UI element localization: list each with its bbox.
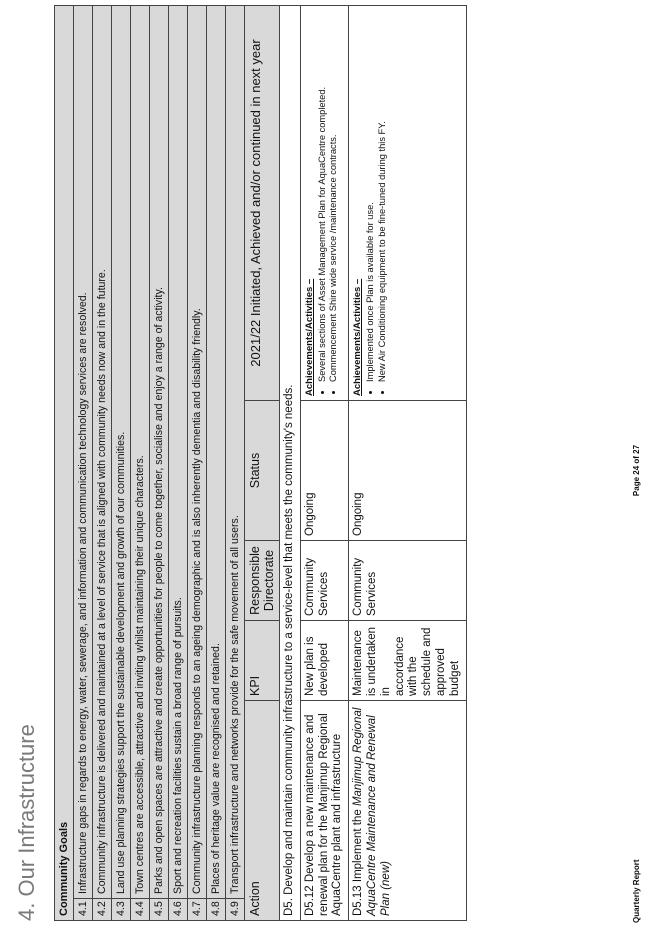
goals-header: Community Goals xyxy=(55,6,74,921)
goal-number: 4.8 xyxy=(207,899,226,921)
goal-number: 4.2 xyxy=(93,899,112,921)
status-cell: Ongoing xyxy=(300,401,348,541)
goal-row xyxy=(207,6,226,921)
goal-number: 4.7 xyxy=(188,899,207,921)
goal-number: 4.9 xyxy=(226,899,245,921)
kpi-cell: New plan is developed xyxy=(300,621,348,701)
goal-text: Town centres are accessible, attractive and inviting whilst maintaining their unique characters. xyxy=(131,6,150,899)
goal-row xyxy=(131,6,150,921)
achievements-title: Achievements/Activities – xyxy=(352,278,364,396)
goal-row xyxy=(226,6,245,921)
notes-cell xyxy=(349,6,466,401)
col-header-kpi: KPI xyxy=(245,621,280,701)
goal-row xyxy=(188,6,207,921)
goal-row xyxy=(74,6,93,921)
achievements-title: Achievements/Activities – xyxy=(303,278,315,396)
table-row xyxy=(300,6,348,921)
goal-text: Transport infrastructure and networks provide for the safe movement of all users. xyxy=(226,6,245,899)
goal-text: Community infrastructure planning responds to an ageing demographic and is also inherently dementia and disability friendly. xyxy=(188,6,207,899)
directorate-cell: Community Services xyxy=(349,541,466,621)
list-item: • Commencement Shire wide service /maintenance contracts. xyxy=(328,10,339,382)
d5-heading: D5. Develop and maintain community infrastructure to a service-level that meets the community's needs. xyxy=(280,6,301,921)
directorate-cell: Community Services xyxy=(300,541,348,621)
list-item: • Implemented once Plan is available for use. xyxy=(365,10,376,382)
goal-text: Land use planning strategies support the sustainable development and growth of our communities. xyxy=(112,6,131,899)
goal-row xyxy=(93,6,112,921)
infrastructure-table xyxy=(54,5,467,921)
goal-row xyxy=(112,6,131,921)
col-header-directorate: Responsible Directorate xyxy=(245,541,280,621)
col-header-action: Action xyxy=(245,701,280,921)
goal-row xyxy=(169,6,188,921)
col-header-notes: 2021/22 Initiated, Achieved and/or continued in next year xyxy=(245,6,280,401)
goal-number: 4.3 xyxy=(112,899,131,921)
list-item: • Several sections of Asset Management Plan for AquaCentre completed. xyxy=(317,10,328,382)
footer-report-name: Quarterly Report xyxy=(632,859,641,923)
goal-number: 4.6 xyxy=(169,899,188,921)
goal-row xyxy=(150,6,169,921)
goal-text: Sport and recreation facilities sustain a broad range of pursuits. xyxy=(169,6,188,899)
goal-text: Parks and open spaces are attractive and create opportunities for people to come together, socialise and enjoy a range of activity. xyxy=(150,6,169,899)
list-item: • New Air Conditioning equipment to be fine-tuned during this FY. xyxy=(377,10,388,382)
action-plan-name: Manjimup Regional AquaCentre Maintenance and Renewal Plan (new) xyxy=(352,707,392,916)
footer-page-number: Page 24 of 27 xyxy=(632,444,641,497)
goal-number: 4.5 xyxy=(150,899,169,921)
action-prefix: D5.13 Implement the xyxy=(352,806,365,916)
goal-text: Infrastructure gaps in regards to energy, water, sewerage, and information and communication technology services are resolved. xyxy=(74,6,93,899)
col-header-status: Status xyxy=(245,401,280,541)
goal-text: Places of heritage value are recognised and retained. xyxy=(207,6,226,899)
notes-cell xyxy=(300,6,348,401)
table-row xyxy=(349,6,466,921)
action-cell xyxy=(349,701,466,921)
kpi-cell: Maintenance is undertaken in accordance with the schedule and approved budget xyxy=(349,621,466,701)
section-title: 4. Our Infrastructure xyxy=(14,724,39,921)
goal-number: 4.1 xyxy=(74,899,93,921)
goal-text: Community infrastructure is delivered and maintained at a level of service that is aligned with community needs now and in the future. xyxy=(93,6,112,899)
goal-number: 4.4 xyxy=(131,899,150,921)
action-cell: D5.12 Develop a new maintenance and renewal plan for the Manjimup Regional AquaCentre plant and infrastructure xyxy=(300,701,348,921)
status-cell: Ongoing xyxy=(349,401,466,541)
